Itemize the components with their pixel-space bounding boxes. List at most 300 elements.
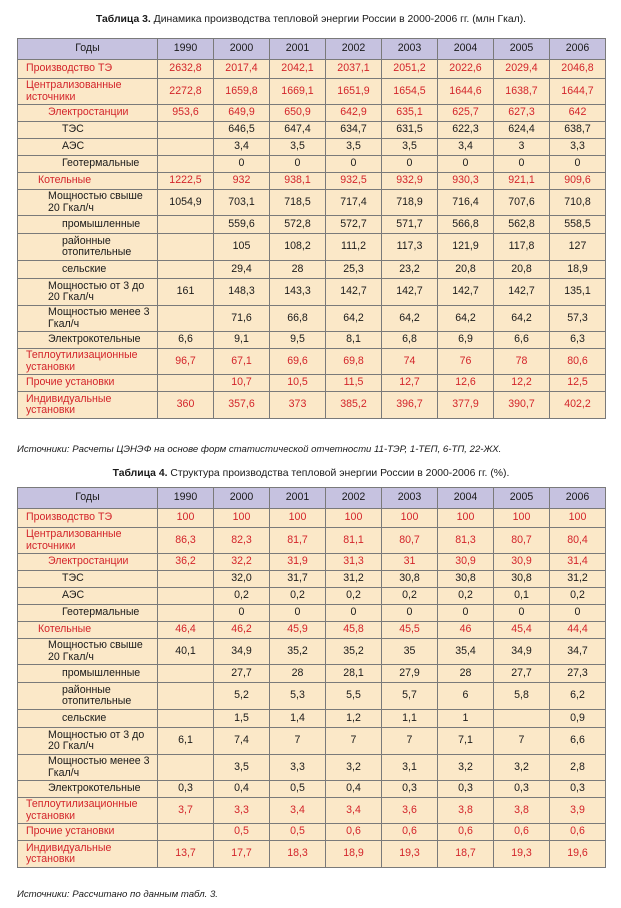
row-label: Производство ТЭ [18,60,158,79]
table-cell: 20,8 [438,261,494,279]
table-cell: 74 [382,349,438,375]
table-cell: 81,3 [438,528,494,554]
table-cell: 67,1 [214,349,270,375]
table-cell: 80,7 [382,528,438,554]
table-cell: 6,8 [382,332,438,349]
table-cell: 3,3 [270,755,326,781]
table-cell: 1669,1 [270,79,326,105]
table-cell: 6,6 [550,728,606,755]
table-cell: 81,7 [270,528,326,554]
table-cell: 357,6 [214,392,270,419]
table-cell: 0 [438,156,494,173]
table-cell: 932,9 [382,173,438,190]
table-row [18,665,606,683]
table-cell: 0 [326,605,382,622]
table-cell: 921,1 [494,173,550,190]
row-label: Мощностью от 3 до 20 Гкал/ч [18,279,158,306]
header-row [18,39,606,60]
table-cell: 559,6 [214,216,270,234]
table-cell: 2632,8 [158,60,214,79]
table-cell [158,588,214,605]
table-row [18,349,606,375]
table-cell: 29,4 [214,261,270,279]
table-cell: 0,5 [214,824,270,841]
table-row [18,554,606,571]
table-cell: 6,6 [158,332,214,349]
table-4-source: Источники: Рассчитано по данным табл. 3. [17,889,218,900]
table-cell: 0,2 [382,588,438,605]
table-cell: 31,4 [550,554,606,571]
table-cell: 3,8 [438,798,494,824]
table-3-number: Таблица 3. [95,14,151,25]
table-row [18,105,606,122]
table-cell: 46,4 [158,622,214,639]
table-cell: 80,4 [550,528,606,554]
table-cell: 0 [382,156,438,173]
table-cell: 5,5 [326,683,382,710]
table-cell: 64,2 [326,306,382,332]
table-row [18,332,606,349]
header-year: 2003 [382,488,438,509]
table-cell: 1638,7 [494,79,550,105]
table-cell [158,755,214,781]
table-cell: 627,3 [494,105,550,122]
table-cell: 25,3 [326,261,382,279]
table-cell: 23,2 [382,261,438,279]
header-label: Годы [18,488,158,509]
table-cell: 45,5 [382,622,438,639]
table-cell: 0,6 [438,824,494,841]
table-cell: 7 [494,728,550,755]
table-cell: 27,7 [214,665,270,683]
header-year: 1990 [158,488,214,509]
table-cell: 3,5 [270,139,326,156]
row-label: Электрокотельные [18,781,158,798]
table-cell: 642,9 [326,105,382,122]
table-cell: 32,2 [214,554,270,571]
table-cell: 30,9 [494,554,550,571]
table-cell: 46,2 [214,622,270,639]
table-cell: 0,6 [382,824,438,841]
table-cell: 0,4 [214,781,270,798]
table-row [18,622,606,639]
table-cell: 66,8 [270,306,326,332]
row-label: АЭС [18,139,158,156]
table-row [18,190,606,216]
table-cell: 0,3 [494,781,550,798]
table-cell: 0,4 [326,781,382,798]
table-row [18,234,606,261]
table-cell: 938,1 [270,173,326,190]
table-cell: 716,4 [438,190,494,216]
table-cell: 28 [438,665,494,683]
table-cell: 12,5 [550,375,606,392]
table-cell: 100 [270,509,326,528]
table-cell [494,710,550,728]
table-cell: 3,3 [550,139,606,156]
table-cell: 46 [438,622,494,639]
table-cell: 18,7 [438,841,494,868]
table-cell: 0 [550,605,606,622]
table-cell: 703,1 [214,190,270,216]
table-cell: 142,7 [382,279,438,306]
table-cell: 373 [270,392,326,419]
table-cell: 27,9 [382,665,438,683]
table-cell: 0,3 [550,781,606,798]
row-label: Мощностью от 3 до 20 Гкал/ч [18,728,158,755]
table-row [18,639,606,665]
table-row [18,392,606,419]
table-cell: 932,5 [326,173,382,190]
table-cell [158,710,214,728]
header-year: 2005 [494,39,550,60]
table-cell: 0,3 [438,781,494,798]
header-year: 2003 [382,39,438,60]
table-row [18,156,606,173]
table-row [18,375,606,392]
table-cell: 635,1 [382,105,438,122]
table-cell: 390,7 [494,392,550,419]
row-label: сельские [18,710,158,728]
table-cell: 7 [270,728,326,755]
table-cell: 385,2 [326,392,382,419]
table-row [18,683,606,710]
header-year: 2002 [326,39,382,60]
table-cell: 69,8 [326,349,382,375]
table-cell: 1659,8 [214,79,270,105]
table-cell [158,605,214,622]
table-cell: 0,2 [326,588,382,605]
table-cell: 18,9 [326,841,382,868]
table-cell: 622,3 [438,122,494,139]
table-cell: 12,2 [494,375,550,392]
row-label: Прочие установки [18,824,158,841]
table-cell: 64,2 [382,306,438,332]
table-cell: 121,9 [438,234,494,261]
table-cell: 45,9 [270,622,326,639]
table-cell: 0 [214,156,270,173]
row-label: АЭС [18,588,158,605]
table-cell: 1644,6 [438,79,494,105]
table-cell: 930,3 [438,173,494,190]
header-label: Годы [18,39,158,60]
table-cell: 28,1 [326,665,382,683]
table-cell: 7 [326,728,382,755]
table-cell: 143,3 [270,279,326,306]
table-3-caption [17,14,605,25]
table-cell: 0,2 [214,588,270,605]
table-cell: 100 [326,509,382,528]
table-cell: 30,9 [438,554,494,571]
table-cell: 0 [270,605,326,622]
table-cell: 0,6 [326,824,382,841]
row-label: Индивидуальные установки [18,392,158,419]
row-label: сельские [18,261,158,279]
table-cell: 34,9 [214,639,270,665]
table-row [18,824,606,841]
table-cell: 3,5 [214,755,270,781]
table-cell: 909,6 [550,173,606,190]
table-cell: 562,8 [494,216,550,234]
table-cell: 7,4 [214,728,270,755]
table-cell: 0 [382,605,438,622]
table-cell: 80,7 [494,528,550,554]
table-cell: 3,2 [438,755,494,781]
row-label: Мощностью менее 3 Гкал/ч [18,755,158,781]
table-row [18,509,606,528]
table-cell: 0 [494,156,550,173]
table-row [18,798,606,824]
table-cell: 3,6 [382,798,438,824]
table-cell: 80,6 [550,349,606,375]
table-cell: 12,7 [382,375,438,392]
table-cell: 31,2 [550,571,606,588]
table-cell: 0,6 [494,824,550,841]
table-cell: 31,3 [326,554,382,571]
table-cell: 117,8 [494,234,550,261]
table-row [18,139,606,156]
table-cell: 127 [550,234,606,261]
table-cell: 3,2 [494,755,550,781]
table-cell: 2029,4 [494,60,550,79]
table-cell: 100 [438,509,494,528]
table-cell: 0 [214,605,270,622]
table-cell: 9,5 [270,332,326,349]
table-cell: 108,2 [270,234,326,261]
table-cell [158,571,214,588]
table-cell: 78 [494,349,550,375]
table-cell: 71,6 [214,306,270,332]
table-cell: 5,3 [270,683,326,710]
table-cell: 81,1 [326,528,382,554]
table-cell: 0,9 [550,710,606,728]
row-label: Мощностью менее 3 Гкал/ч [18,306,158,332]
table-row [18,528,606,554]
table-cell: 0,2 [270,588,326,605]
table-cell: 17,7 [214,841,270,868]
table-3-source: Источники: Расчеты ЦЭНЭФ на основе форм статистической отчетности 11-ТЭР, 1-ТЕП, 6-ТП, 22-ЖХ. [17,444,502,455]
row-label: промышленные [18,665,158,683]
header-year: 2000 [214,488,270,509]
table-cell: 3,5 [382,139,438,156]
table-cell: 624,4 [494,122,550,139]
table-cell: 0 [326,156,382,173]
table-cell: 3 [494,139,550,156]
table-row [18,60,606,79]
table-cell: 1651,9 [326,79,382,105]
row-label: Мощностью свыше 20 Гкал/ч [18,190,158,216]
row-label: Электростанции [18,105,158,122]
table-cell [158,156,214,173]
table-4-caption [17,468,605,479]
header-year: 2001 [270,39,326,60]
table-cell: 20,8 [494,261,550,279]
table-cell: 3,1 [382,755,438,781]
table-cell: 82,3 [214,528,270,554]
row-label: Производство ТЭ [18,509,158,528]
table-cell: 31,2 [326,571,382,588]
header-year: 2004 [438,39,494,60]
table-cell: 1,5 [214,710,270,728]
table-cell: 2051,2 [382,60,438,79]
table-cell: 117,3 [382,234,438,261]
row-label: промышленные [18,216,158,234]
table-cell [158,234,214,261]
table-cell: 0,6 [550,824,606,841]
table-cell: 18,3 [270,841,326,868]
table-cell: 6,1 [158,728,214,755]
table-cell: 6 [438,683,494,710]
table-cell: 1644,7 [550,79,606,105]
table-cell: 6,6 [494,332,550,349]
table-cell: 0 [494,605,550,622]
table-cell: 10,5 [270,375,326,392]
table-cell: 161 [158,279,214,306]
table-cell: 642 [550,105,606,122]
table-cell: 2017,4 [214,60,270,79]
table-cell: 3,8 [494,798,550,824]
table-cell: 3,2 [326,755,382,781]
table-cell: 5,8 [494,683,550,710]
table-cell: 31 [382,554,438,571]
table-cell: 12,6 [438,375,494,392]
row-label: Централизованные источники [18,528,158,554]
table-cell: 3,9 [550,798,606,824]
table-cell: 571,7 [382,216,438,234]
table-row [18,306,606,332]
table-row [18,710,606,728]
table-cell: 0,1 [494,588,550,605]
table-cell: 142,7 [438,279,494,306]
table-cell: 718,5 [270,190,326,216]
table-cell: 34,7 [550,639,606,665]
row-label: районные отопительные [18,234,158,261]
row-label: Котельные [18,622,158,639]
table-cell: 31,9 [270,554,326,571]
table-cell: 27,3 [550,665,606,683]
table-cell: 1,2 [326,710,382,728]
table-cell: 11,5 [326,375,382,392]
row-label: Электростанции [18,554,158,571]
table-cell: 10,7 [214,375,270,392]
table-row [18,79,606,105]
table-cell: 3,4 [326,798,382,824]
table-cell: 717,4 [326,190,382,216]
table-cell: 0,5 [270,824,326,841]
table-cell: 18,9 [550,261,606,279]
row-label: Электрокотельные [18,332,158,349]
row-label: Геотермальные [18,156,158,173]
table-cell: 64,2 [438,306,494,332]
row-label: Геотермальные [18,605,158,622]
table-cell: 1,4 [270,710,326,728]
header-row [18,488,606,509]
table-cell [158,216,214,234]
table-cell: 28 [270,665,326,683]
table-cell: 64,2 [494,306,550,332]
table-cell: 5,7 [382,683,438,710]
table-cell: 5,2 [214,683,270,710]
table-cell: 135,1 [550,279,606,306]
table-cell: 647,4 [270,122,326,139]
table-row [18,605,606,622]
header-year: 2000 [214,39,270,60]
table-cell: 932 [214,173,270,190]
header-year: 2004 [438,488,494,509]
table-cell: 360 [158,392,214,419]
table-cell: 1,1 [382,710,438,728]
table-cell: 572,8 [270,216,326,234]
table-cell: 572,7 [326,216,382,234]
table-cell: 650,9 [270,105,326,122]
table-cell: 3,7 [158,798,214,824]
row-label: Прочие установки [18,375,158,392]
table-cell: 6,9 [438,332,494,349]
table-cell [158,306,214,332]
table-cell: 396,7 [382,392,438,419]
table-cell: 2,8 [550,755,606,781]
table-cell: 19,3 [382,841,438,868]
table-cell [158,261,214,279]
header-year: 2005 [494,488,550,509]
table-cell: 40,1 [158,639,214,665]
header-year: 2002 [326,488,382,509]
table-cell: 35 [382,639,438,665]
table-cell: 45,8 [326,622,382,639]
table-cell: 6,3 [550,332,606,349]
table-cell: 142,7 [494,279,550,306]
table-cell: 2022,6 [438,60,494,79]
table-cell: 57,3 [550,306,606,332]
table-cell: 69,6 [270,349,326,375]
table-cell: 96,7 [158,349,214,375]
table-cell: 6,2 [550,683,606,710]
table-row [18,588,606,605]
table-cell: 377,9 [438,392,494,419]
table-cell: 100 [382,509,438,528]
table-row [18,261,606,279]
table-cell: 1054,9 [158,190,214,216]
header-year: 2006 [550,39,606,60]
table-cell: 86,3 [158,528,214,554]
table-cell: 100 [494,509,550,528]
table-cell: 30,8 [382,571,438,588]
row-label: Индивидуальные установки [18,841,158,868]
table-cell: 2037,1 [326,60,382,79]
table-3-title: Динамика производства тепловой энергии России в 2000-2006 гг. (млн Гкал). [150,14,527,25]
table-cell: 31,7 [270,571,326,588]
table-3 [17,38,606,419]
header-year: 1990 [158,39,214,60]
table-cell: 566,8 [438,216,494,234]
header-year: 2001 [270,488,326,509]
table-row [18,755,606,781]
row-label: ТЭС [18,122,158,139]
table-cell: 2042,1 [270,60,326,79]
table-cell: 30,8 [494,571,550,588]
table-cell: 0 [438,605,494,622]
table-cell: 8,1 [326,332,382,349]
table-cell: 27,7 [494,665,550,683]
table-cell: 558,5 [550,216,606,234]
table-cell: 28 [270,261,326,279]
table-row [18,841,606,868]
table-cell: 1654,5 [382,79,438,105]
table-cell: 718,9 [382,190,438,216]
table-cell: 100 [214,509,270,528]
row-label: Теплоутилизационные установки [18,798,158,824]
table-cell: 76 [438,349,494,375]
